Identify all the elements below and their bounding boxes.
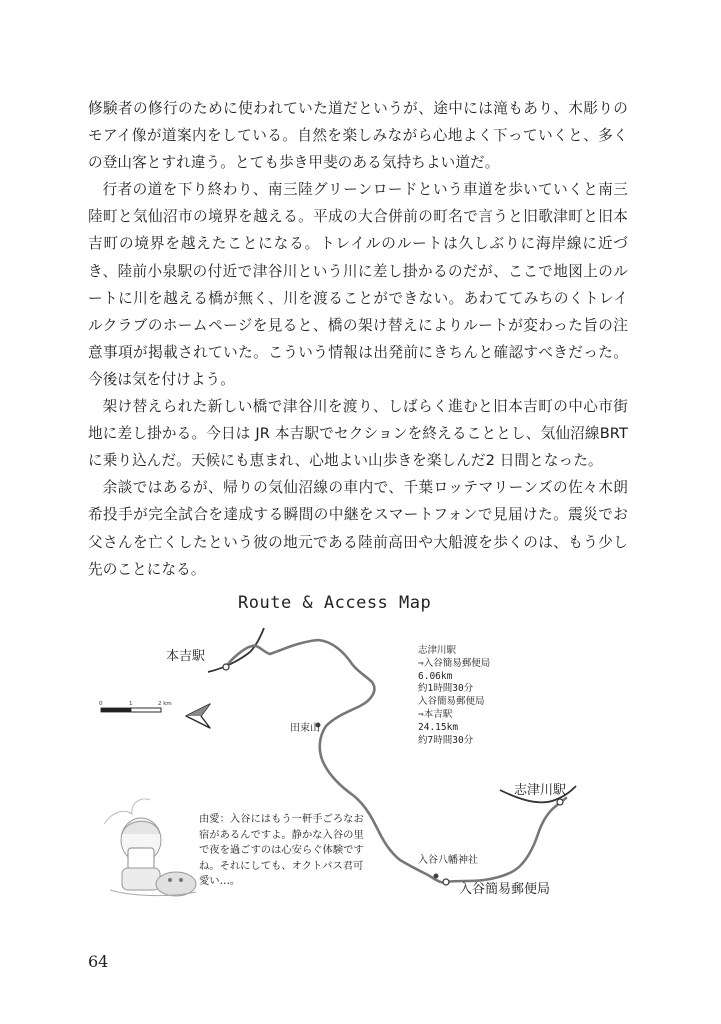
tatsuganeyama-label: 田束山 — [290, 723, 320, 734]
post-office-marker — [443, 879, 449, 885]
route-info — [418, 645, 490, 747]
route-info-line: 24.15km — [418, 721, 459, 733]
route-info-line: 志津川駅 — [418, 645, 457, 656]
paragraph-4: 余談ではあるが、帰りの気仙沼線の車内で、千葉ロッテマリーンズの佐々木朗希投手が完全試合を達成する瞬間の中継をスマートフォンで見届けた。震災でお父さんを亡くしたという彼の地元である陸前高田や大船渡を歩くのは、もう少し先のことになる。 — [88, 479, 628, 578]
motoyoshi-station-label: 本吉駅 — [166, 649, 206, 664]
route-info-line: 6.06km — [418, 670, 453, 682]
shizugawa-station-label: 志津川駅 — [514, 783, 567, 798]
paragraph-2: 行者の道を下り終わり、南三陸グリーンロードという車道を歩いていくと南三陸町と気仙沼市の境界を越える。平成の大合併前の町名で言うと旧歌津町と旧本吉町の境界を越えたことになる。トレイルのルートは久しぶりに海岸線に近づき、陸前小泉駅の付近で津谷川という川に差し掛かるのだが、ここで地図上のルートに川を越える橋が無く、川を渡ることができない。あわててみちのくトレイルクラブのホームページを見ると、橋の架け替えによりルートが変わった旨の注意事項が掲載されていた。こういう情報は出発前にきちんと確認すべきだった。今後は気を付けよう。 — [88, 181, 628, 388]
character-illustration — [104, 799, 196, 896]
rail-line-motoyoshi — [208, 628, 264, 672]
scale-label-1: 1 — [129, 701, 133, 707]
shizugawa-station-marker — [557, 799, 563, 805]
route-info-line: 約7時間30分 — [418, 734, 474, 746]
north-arrow-icon — [186, 704, 210, 728]
scale-bar — [101, 708, 161, 712]
scale-label-2km: 2 km — [158, 701, 172, 707]
route-info-line: ⇒本吉駅 — [418, 708, 453, 720]
iriya-post-office-label: 入谷簡易郵便局 — [459, 882, 551, 897]
page-number: 64 — [88, 952, 109, 971]
hachiman-shrine-marker — [434, 874, 439, 879]
paragraph-1: 修験者の修行のために使われていた道だというが、途中には滝もあり、木彫りのモアイ像が道案内をしている。自然を楽しみながら心地よく下っていくと、多くの登山客とすれ違う。とても歩き甲斐のある気持ちよい道だ。 — [88, 100, 628, 172]
character-speech: 由愛：入谷にはもう一軒手ごろなお宿があるんですよ。静かな入谷の里で夜を過ごすのは心安らぐ体験ですね。それにしても、オクトパス君可愛い…。 — [199, 813, 364, 888]
motoyoshi-station-marker — [223, 664, 229, 670]
map-title: Route & Access Map — [238, 593, 432, 613]
scale-label-0: 0 — [99, 701, 103, 707]
paragraph-3: 架け替えられた新しい橋で津谷川を渡り、しばらく進むと旧本吉町の中心市街地に差し掛かる。今日は JR 本吉駅でセクションを終えることとし、気仙沼線BRTに乗り込んだ。天候にも恵まれ、心地よい山歩きを楽しんだ2 日間となった。 — [88, 398, 628, 470]
route-info-line: 入谷簡易郵便局 — [418, 696, 485, 708]
iriya-hachiman-label: 入谷八幡神社 — [418, 855, 478, 866]
route-info-line: ⇒入谷簡易郵便局 — [418, 657, 491, 669]
route-info-line: 約1時間30分 — [418, 683, 474, 695]
